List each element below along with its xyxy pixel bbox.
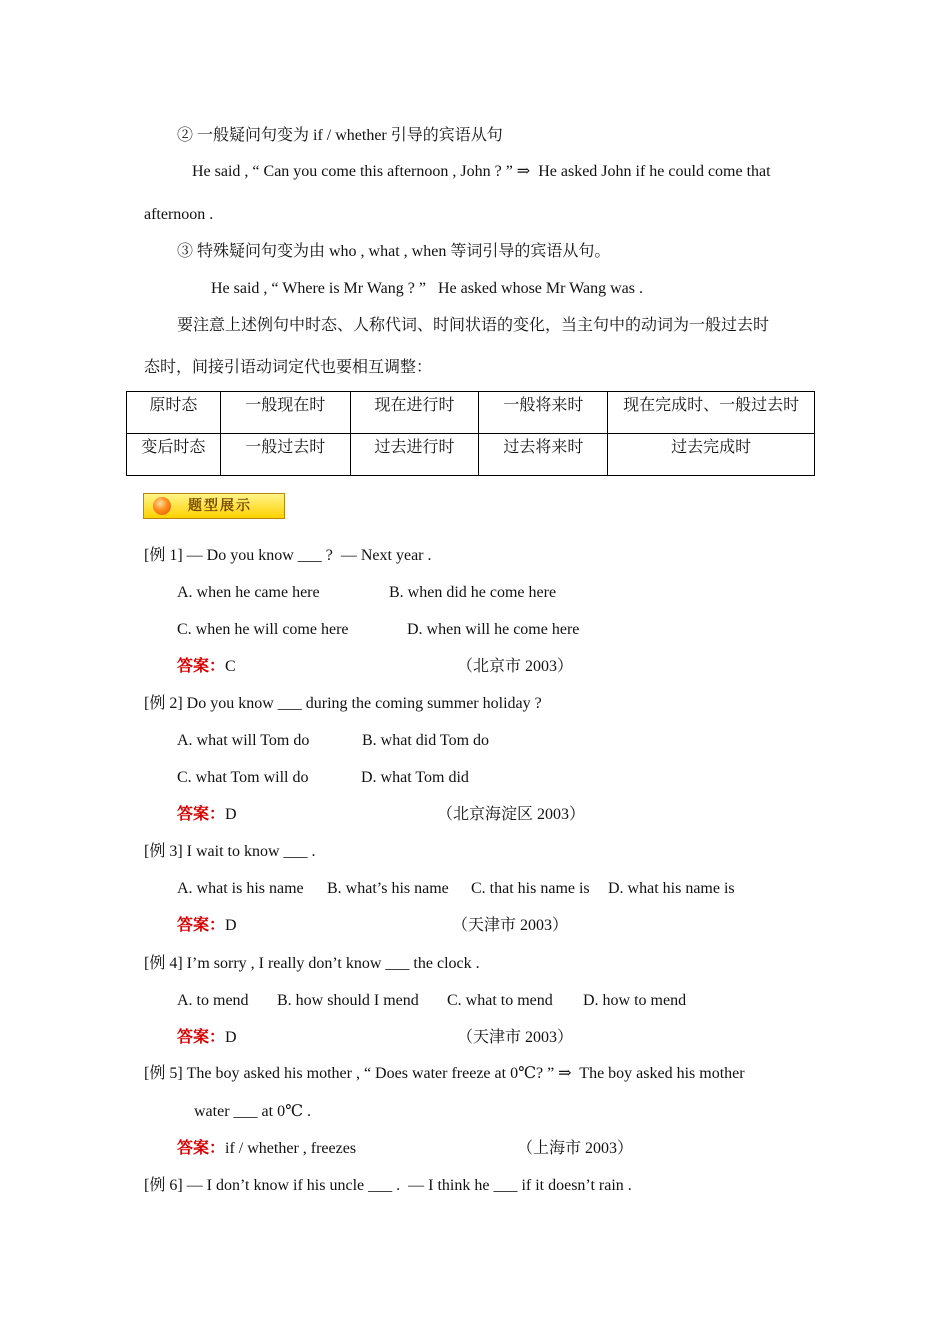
example-4-question: [例 4] I’m sorry , I really don’t know ___ the clock . [144,955,480,972]
section-banner [143,493,285,519]
example-3-option-d: D. what his name is [608,880,735,897]
answer-value: if / whether , freezes [225,1140,357,1157]
table-cell: 一般将来时 [479,392,608,434]
example-4-option-a: A. to mend [177,992,249,1009]
example-3-source: （天津市 2003） [452,917,569,934]
table-cell: 过去进行时 [350,434,479,476]
answer-label: 答案： [177,1029,226,1046]
table-cell: 一般现在时 [220,392,350,434]
item3-heading: ③ 特殊疑问句变为由 who , what , when 等词引导的宾语从句。 [177,243,611,260]
table-row-changed [127,434,815,476]
example-4-answer [177,1028,237,1048]
item2-example-line2: afternoon . [144,206,214,223]
answer-value: D [225,917,237,934]
answer-value: D [225,806,237,823]
example-5-answer [177,1139,356,1159]
example-6-question: [例 6] — I don’t know if his uncle ___ . — I think he ___ if it doesn’t rain . [144,1177,632,1194]
example-5-question-line1: [例 5] The boy asked his mother , “ Does water freeze at 0℃? ” ⇒ The boy asked his mother [144,1065,745,1082]
table-cell: 变后时态 [127,434,221,476]
item3-example: He said , “ Where is Mr Wang ? ” He asked whose Mr Wang was . [211,280,643,297]
table-row-original [127,392,815,434]
answer-value: D [225,1029,237,1046]
example-1-option-a: A. when he came here [177,584,320,601]
example-1-source: （北京市 2003） [457,658,574,675]
example-3-answer [177,916,237,936]
answer-label: 答案： [177,806,226,823]
example-1-option-c: C. when he will come here [177,621,349,638]
answer-label: 答案： [177,658,226,675]
example-4-source: （天津市 2003） [457,1029,574,1046]
example-5-source: （上海市 2003） [517,1140,634,1157]
example-4-option-c: C. what to mend [447,992,553,1009]
example-2-option-d: D. what Tom did [361,769,469,786]
example-3-option-c: C. that his name is [471,880,590,897]
example-2-source: （北京海淀区 2003） [437,806,586,823]
note-line1: 要注意上述例句中时态、人称代词、时间状语的变化，当主句中的动词为一般过去时 [177,317,770,334]
answer-value: C [225,658,236,675]
example-2-option-c: C. what Tom will do [177,769,309,786]
example-4-option-b: B. how should I mend [277,992,419,1009]
example-2-option-a: A. what will Tom do [177,732,310,749]
example-1-option-b: B. when did he come here [389,584,557,601]
answer-label: 答案： [177,1140,226,1157]
example-1-answer [177,657,236,677]
answer-label: 答案： [177,917,226,934]
table-cell: 过去将来时 [479,434,608,476]
orange-ball-icon [153,497,171,515]
example-3-question: [例 3] I wait to know ___ . [144,843,316,860]
example-3-option-a: A. what is his name [177,880,304,897]
item2-example-line1: He said , “ Can you come this afternoon , John ? ” ⇒ He asked John if he could come that [192,163,771,180]
example-2-question: [例 2] Do you know ___ during the coming summer holiday ? [144,695,542,712]
table-cell: 现在完成时、一般过去时 [608,392,815,434]
table-cell: 一般过去时 [220,434,350,476]
table-cell: 过去完成时 [608,434,815,476]
section-banner-title: 题型展示 [188,498,252,514]
example-1-option-d: D. when will he come here [407,621,580,638]
table-cell: 原时态 [127,392,221,434]
tense-change-table [126,391,815,476]
example-2-option-b: B. what did Tom do [362,732,490,749]
example-1-question: [例 1] — Do you know ___ ? — Next year . [144,547,432,564]
example-2-answer [177,805,237,825]
example-5-question-line2: water ___ at 0℃ . [194,1103,311,1120]
example-3-option-b: B. what’s his name [327,880,449,897]
table-cell: 现在进行时 [350,392,479,434]
item2-heading: ② 一般疑问句变为 if / whether 引导的宾语从句 [177,127,503,144]
example-4-option-d: D. how to mend [583,992,687,1009]
note-line2: 态时，间接引语动词定代也要相互调整： [144,359,433,376]
